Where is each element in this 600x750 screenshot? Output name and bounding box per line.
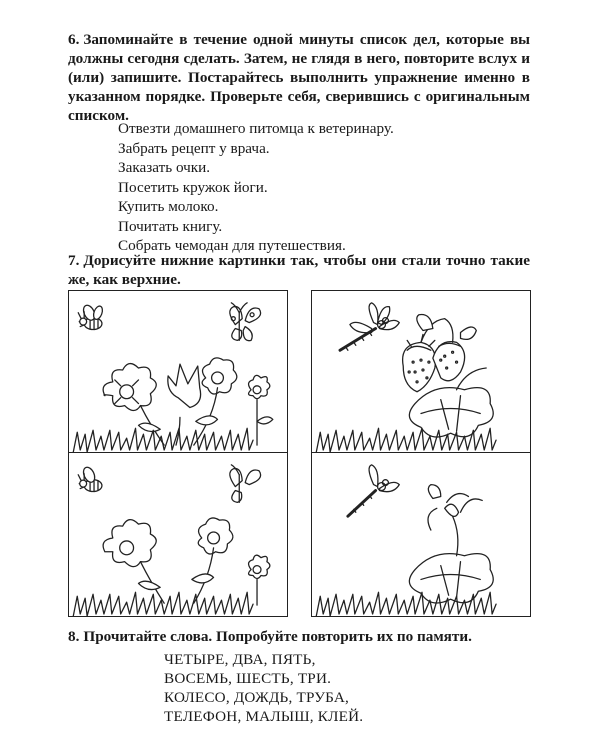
butterfly-icon (230, 303, 261, 341)
list-item: Отвезти домашнего питомца к ветеринару. (118, 120, 394, 137)
list-item: Заказать очки. (118, 159, 211, 176)
list-item: Почитать книгу. (118, 217, 223, 235)
bee-icon (78, 303, 104, 329)
exercise-7-number: 7. (68, 252, 80, 269)
exercise-6-text: Запоминайте в течение одной минуты список дел, которые вы должны сегодня сделать. Затем, не глядя в него, повторите вслух и (или) запишите. Постарайтесь выполнить упражнение именно в указанном порядке. Проверьте себя, сверившись с оригинальным списком. (68, 31, 530, 124)
exercise-8-instruction (68, 627, 530, 646)
picture-panel-flowers-original (68, 290, 288, 453)
list-item: ЧЕТЫРЕ, ДВА, ПЯТЬ, (164, 651, 316, 668)
picture-panel-strawberry-original (311, 290, 531, 453)
flower-drawing (103, 518, 270, 605)
strawberry-outline-drawing (409, 485, 493, 603)
butterfly-icon (230, 465, 261, 503)
list-item: Собрать чемодан для путешествия. (118, 237, 346, 254)
bee-icon (78, 465, 102, 491)
todo-list (118, 119, 394, 256)
list-item: ВОСЕМЬ, ШЕСТЬ, ТРИ. (164, 670, 332, 687)
grass-drawing (73, 592, 253, 616)
grass-drawing (73, 428, 253, 452)
exercise-7-text: Дорисуйте нижние картинки так, чтобы они стали точно такие же, как верхние. (68, 252, 530, 288)
dragonfly-icon (348, 465, 399, 516)
dragonfly-icon (340, 303, 399, 350)
list-item: КОЛЕСО, ДОЖДЬ, ТРУБА, (164, 689, 350, 706)
list-item: ТЕЛЕФОН, МАЛЫШ, КЛЕЙ. (164, 708, 364, 725)
exercise-8-number: 8. (68, 628, 80, 645)
exercise-6-instruction (68, 30, 530, 125)
exercise-6-number: 6. (68, 31, 80, 48)
strawberry-drawing (403, 314, 494, 437)
list-item: Посетить кружок йоги. (118, 178, 268, 196)
exercise-7-instruction (68, 251, 530, 289)
exercise-8-text: Прочитайте слова. Попробуйте повторить их по памяти. (83, 628, 472, 645)
picture-panel-strawberry-incomplete (311, 452, 531, 617)
list-item: Купить молоко. (118, 198, 219, 215)
list-item: Забрать рецепт у врача. (118, 139, 270, 157)
words-list (164, 650, 363, 726)
picture-panel-flowers-incomplete (68, 452, 288, 617)
